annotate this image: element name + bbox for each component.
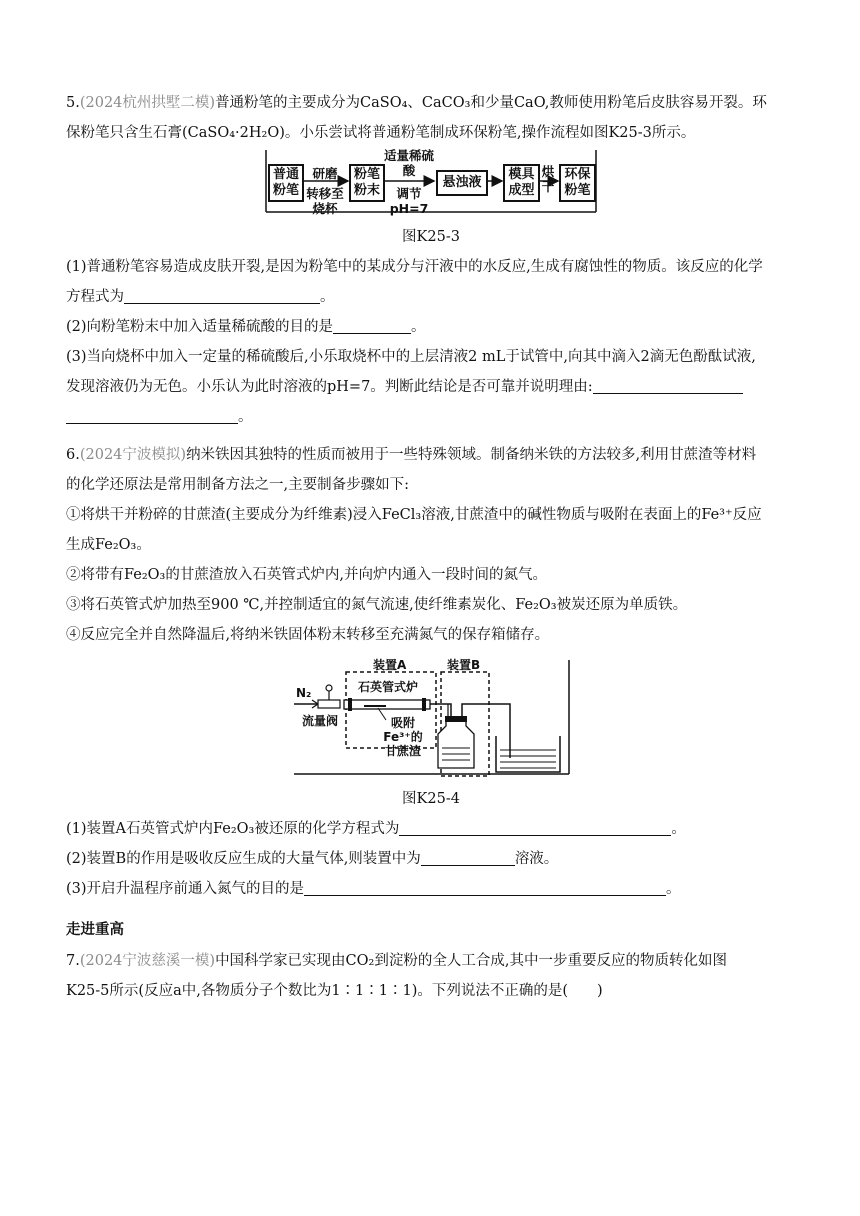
- flow-label-add-acid: 适量稀硫酸: [384, 148, 435, 178]
- flow-box-ordinary-chalk: 普通粉笔: [268, 164, 304, 202]
- q5-stem-line1: 5.(2024杭州拱墅二模)普通粉笔的主要成分为CaSO₄、CaCO₃和少量CaO,教师使用粉笔后皮肤容易开裂。环: [66, 95, 767, 111]
- q6-sub2: (2)装置B的作用是吸收反应生成的大量气体,则装置中为 溶液。: [66, 851, 559, 867]
- q6-step4: ④反应完全并自然降温后,将纳米铁固体粉末转移至充满氮气的保存箱储存。: [66, 627, 550, 643]
- flow-label-transfer: 转移至烧杯: [306, 186, 344, 216]
- flow-box-chalk-powder: 粉笔粉末: [349, 164, 385, 202]
- label-sample: 吸附Fe³⁺的甘蔗渣: [383, 716, 423, 758]
- answer-blank[interactable]: [66, 407, 238, 424]
- label-n2: N₂: [296, 686, 312, 700]
- section-title: 走进重高: [66, 922, 124, 938]
- q6-step2: ②将带有Fe₂O₃的甘蔗渣放入石英管式炉内,并向炉内通入一段时间的氮气。: [66, 567, 547, 583]
- q6-source: (2024宁波模拟): [79, 447, 187, 463]
- q7-stem-line2: K25-5所示(反应a中,各物质分子个数比为1∶1∶1∶1)。下列说法不正确的是( ): [66, 983, 603, 999]
- document-page: [66, 88, 796, 1006]
- answer-blank[interactable]: [124, 287, 320, 304]
- q5-sub3-line2: 发现溶液仍为无色。小乐认为此时溶液的pH=7。判断此结论是否可靠并说明理由:: [66, 372, 796, 402]
- apparatus-diagram-k25-4: [66, 658, 796, 782]
- flow-label-grind: 研磨: [312, 166, 338, 181]
- q6-step1-line2: 生成Fe₂O₃。: [66, 537, 151, 553]
- flow-label-dry: 烘干: [541, 164, 555, 194]
- q7-stem-line1: 7.(2024宁波慈溪一模)中国科学家已实现由CO₂到淀粉的全人工合成,其中一步重要反应的物质转化如图: [66, 953, 727, 969]
- flow-label-adjust-ph: 调节pH=7: [389, 186, 429, 216]
- q5-sub3-line3: 。: [66, 402, 796, 432]
- q6-stem-line1: 6.(2024宁波模拟)纳米铁因其独特的性质而被用于一些特殊领域。制备纳米铁的方法较多,利用甘蔗渣等材料: [66, 447, 757, 463]
- answer-blank[interactable]: [304, 879, 666, 896]
- q5-source: (2024杭州拱墅二模): [79, 95, 216, 111]
- q5-stem-line2: 保粉笔只含生石膏(CaSO₄·2H₂O)。小乐尝试将普通粉笔制成环保粉笔,操作流程如图K25-3所示。: [66, 125, 696, 141]
- answer-blank[interactable]: [333, 317, 411, 334]
- flow-box-mold: 模具成型: [503, 164, 540, 202]
- figure-caption-k25-4: 图K25-4: [402, 791, 460, 807]
- answer-blank[interactable]: [593, 377, 743, 394]
- label-quartz-furnace: 石英管式炉: [358, 680, 419, 694]
- q5-sub1-line1: (1)普通粉笔容易造成皮肤开裂,是因为粉笔中的某成分与汗液中的水反应,生成有腐蚀性的物质。该反应的化学: [66, 259, 763, 275]
- flow-box-suspension: 悬浊液: [436, 170, 488, 196]
- q6-sub1: (1)装置A石英管式炉内Fe₂O₃被还原的化学方程式为 。: [66, 821, 686, 837]
- flow-box-eco-chalk: 环保粉笔: [559, 164, 596, 202]
- label-device-a: 装置A: [373, 658, 407, 672]
- q7-source: (2024宁波慈溪一模): [79, 953, 216, 969]
- apparatus-drawing: [66, 658, 796, 782]
- label-device-b: 装置B: [447, 658, 481, 672]
- q6-sub3: (3)开启升温程序前通入氮气的目的是 。: [66, 881, 681, 897]
- answer-blank[interactable]: [399, 819, 671, 836]
- q5-sub1-line2: 方程式为 。: [66, 289, 335, 305]
- flowchart-k25-3: [66, 150, 796, 220]
- q5-sub3-line1: (3)当向烧杯中加入一定量的稀硫酸后,小乐取烧杯中的上层清液2 mL于试管中,向其中滴入2滴无色酚酞试液,: [66, 349, 756, 365]
- answer-blank[interactable]: [421, 849, 515, 866]
- q6-step1-line1: ①将烘干并粉碎的甘蔗渣(主要成分为纤维素)浸入FeCl₃溶液,甘蔗渣中的碱性物质与吸附在表面上的Fe³⁺反应: [66, 507, 762, 523]
- figure-caption-k25-3: 图K25-3: [402, 229, 460, 245]
- q5-sub2: (2)向粉笔粉末中加入适量稀硫酸的目的是 。: [66, 319, 426, 335]
- label-flow-valve: 流量阀: [302, 714, 339, 728]
- q6-stem-line2: 的化学还原法是常用制备方法之一,主要制备步骤如下:: [66, 477, 409, 493]
- q6-step3: ③将石英管式炉加热至900 ℃,并控制适宜的氮气流速,使纤维素炭化、Fe₂O₃被炭还原为单质铁。: [66, 597, 688, 613]
